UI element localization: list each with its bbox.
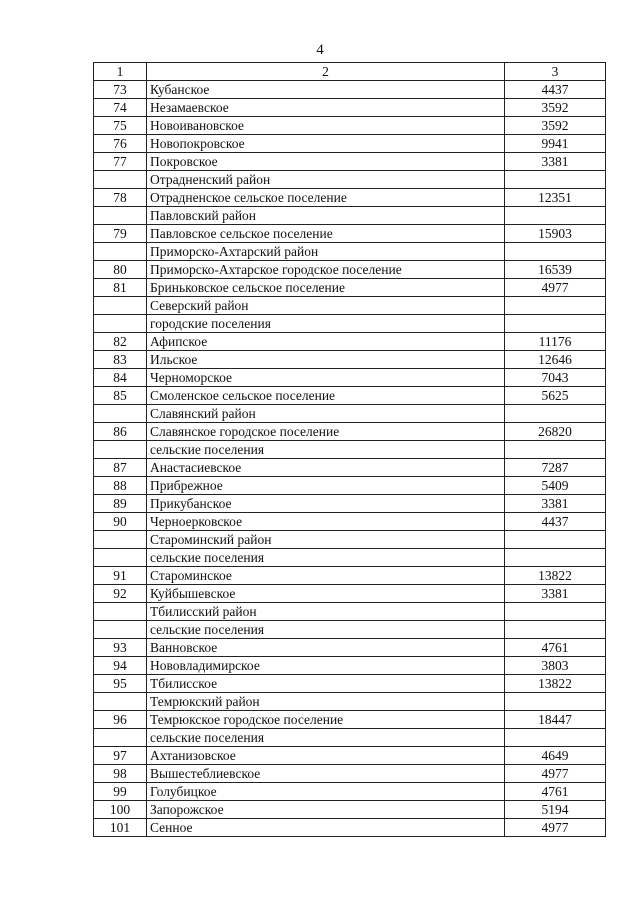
row-value-cell: 4761	[505, 783, 606, 801]
row-value-cell: 4437	[505, 81, 606, 99]
row-number-cell: 77	[94, 153, 147, 171]
row-name-cell: Афипское	[147, 333, 505, 351]
row-value-cell: 12351	[505, 189, 606, 207]
row-number-cell: 98	[94, 765, 147, 783]
row-name-cell: Ванновское	[147, 639, 505, 657]
row-value-cell	[505, 441, 606, 459]
row-value-cell: 3592	[505, 99, 606, 117]
row-value-cell: 3381	[505, 495, 606, 513]
row-value-cell	[505, 621, 606, 639]
row-number-cell: 75	[94, 117, 147, 135]
row-number-cell: 99	[94, 783, 147, 801]
table-row	[94, 657, 606, 675]
row-value-cell	[505, 693, 606, 711]
row-number-cell	[94, 441, 147, 459]
table-row	[94, 351, 606, 369]
row-number-cell: 81	[94, 279, 147, 297]
table-row	[94, 153, 606, 171]
table-row	[94, 729, 606, 747]
row-number-cell: 95	[94, 675, 147, 693]
row-value-cell: 16539	[505, 261, 606, 279]
row-name-cell: Новоивановское	[147, 117, 505, 135]
table-row	[94, 477, 606, 495]
table-row	[94, 261, 606, 279]
table-row	[94, 801, 606, 819]
row-number-cell: 90	[94, 513, 147, 531]
row-number-cell: 87	[94, 459, 147, 477]
row-name-cell: сельские поселения	[147, 441, 505, 459]
row-number-cell	[94, 315, 147, 333]
row-number-cell: 74	[94, 99, 147, 117]
row-name-cell: сельские поселения	[147, 549, 505, 567]
row-value-cell: 13822	[505, 675, 606, 693]
row-name-cell: Новопокровское	[147, 135, 505, 153]
row-name-cell: Черноерковское	[147, 513, 505, 531]
row-name-cell: Тбилисское	[147, 675, 505, 693]
row-name-cell: Ахтанизовское	[147, 747, 505, 765]
row-value-cell	[505, 729, 606, 747]
row-number-cell: 89	[94, 495, 147, 513]
table-row	[94, 567, 606, 585]
row-value-cell	[505, 171, 606, 189]
row-value-cell: 26820	[505, 423, 606, 441]
row-name-cell: Прибрежное	[147, 477, 505, 495]
table-row	[94, 225, 606, 243]
table-row	[94, 297, 606, 315]
row-number-cell: 88	[94, 477, 147, 495]
table-row	[94, 513, 606, 531]
table-row	[94, 639, 606, 657]
table-row	[94, 369, 606, 387]
row-number-cell: 73	[94, 81, 147, 99]
row-value-cell: 18447	[505, 711, 606, 729]
row-number-cell	[94, 549, 147, 567]
row-number-cell	[94, 405, 147, 423]
row-value-cell	[505, 297, 606, 315]
row-number-cell: 100	[94, 801, 147, 819]
row-name-cell: Павловское сельское поселение	[147, 225, 505, 243]
table-row	[94, 765, 606, 783]
row-name-cell: Черноморское	[147, 369, 505, 387]
row-value-cell: 3803	[505, 657, 606, 675]
table-row	[94, 459, 606, 477]
row-value-cell: 12646	[505, 351, 606, 369]
row-number-cell: 101	[94, 819, 147, 837]
column-header-name: 2	[147, 63, 505, 81]
row-value-cell: 4977	[505, 279, 606, 297]
row-name-cell: сельские поселения	[147, 729, 505, 747]
row-number-cell	[94, 621, 147, 639]
row-value-cell	[505, 549, 606, 567]
table-row	[94, 243, 606, 261]
table-row	[94, 495, 606, 513]
column-header-value: 3	[505, 63, 606, 81]
row-number-cell	[94, 693, 147, 711]
page-number: 4	[316, 42, 324, 58]
row-number-cell: 84	[94, 369, 147, 387]
table-row	[94, 135, 606, 153]
row-value-cell: 5625	[505, 387, 606, 405]
row-value-cell: 4977	[505, 819, 606, 837]
row-number-cell: 82	[94, 333, 147, 351]
row-name-cell: Незамаевское	[147, 99, 505, 117]
table-row	[94, 189, 606, 207]
table-row	[94, 819, 606, 837]
row-number-cell	[94, 603, 147, 621]
row-value-cell	[505, 531, 606, 549]
row-name-cell: Бриньковское сельское поселение	[147, 279, 505, 297]
row-name-cell: городские поселения	[147, 315, 505, 333]
table-row	[94, 531, 606, 549]
row-value-cell: 4437	[505, 513, 606, 531]
table-row	[94, 693, 606, 711]
row-value-cell: 3592	[505, 117, 606, 135]
row-name-cell: Отрадненский район	[147, 171, 505, 189]
row-value-cell	[505, 405, 606, 423]
row-value-cell: 13822	[505, 567, 606, 585]
table-row	[94, 81, 606, 99]
row-name-cell: Темрюкский район	[147, 693, 505, 711]
row-name-cell: Кубанское	[147, 81, 505, 99]
table-row	[94, 117, 606, 135]
row-value-cell: 7043	[505, 369, 606, 387]
row-value-cell: 7287	[505, 459, 606, 477]
row-number-cell: 86	[94, 423, 147, 441]
row-value-cell	[505, 603, 606, 621]
row-number-cell: 79	[94, 225, 147, 243]
row-name-cell: сельские поселения	[147, 621, 505, 639]
table-row	[94, 603, 606, 621]
row-number-cell	[94, 243, 147, 261]
table-row	[94, 441, 606, 459]
row-number-cell: 76	[94, 135, 147, 153]
table-row	[94, 315, 606, 333]
row-name-cell: Павловский район	[147, 207, 505, 225]
row-number-cell: 97	[94, 747, 147, 765]
row-name-cell: Отрадненское сельское поселение	[147, 189, 505, 207]
row-name-cell: Нововладимирское	[147, 657, 505, 675]
row-number-cell: 94	[94, 657, 147, 675]
row-name-cell: Вышестеблиевское	[147, 765, 505, 783]
table-row	[94, 171, 606, 189]
row-number-cell	[94, 531, 147, 549]
row-value-cell: 3381	[505, 585, 606, 603]
table-row	[94, 621, 606, 639]
row-value-cell: 9941	[505, 135, 606, 153]
row-number-cell: 91	[94, 567, 147, 585]
row-number-cell	[94, 171, 147, 189]
row-name-cell: Запорожское	[147, 801, 505, 819]
row-number-cell: 93	[94, 639, 147, 657]
row-name-cell: Куйбышевское	[147, 585, 505, 603]
row-name-cell: Северский район	[147, 297, 505, 315]
row-value-cell: 11176	[505, 333, 606, 351]
table-row	[94, 405, 606, 423]
settlements-table	[93, 62, 606, 837]
table-row	[94, 99, 606, 117]
row-value-cell: 3381	[505, 153, 606, 171]
table-row	[94, 387, 606, 405]
row-number-cell: 78	[94, 189, 147, 207]
row-value-cell: 5194	[505, 801, 606, 819]
row-name-cell: Анастасиевское	[147, 459, 505, 477]
table-header-row	[94, 63, 606, 81]
row-name-cell: Славянский район	[147, 405, 505, 423]
row-name-cell: Темрюкское городское поселение	[147, 711, 505, 729]
row-value-cell: 4649	[505, 747, 606, 765]
row-number-cell: 83	[94, 351, 147, 369]
row-value-cell: 15903	[505, 225, 606, 243]
table-row	[94, 549, 606, 567]
row-value-cell	[505, 243, 606, 261]
row-name-cell: Покровское	[147, 153, 505, 171]
row-name-cell: Голубицкое	[147, 783, 505, 801]
row-number-cell	[94, 207, 147, 225]
row-name-cell: Славянское городское поселение	[147, 423, 505, 441]
table-row	[94, 279, 606, 297]
row-name-cell: Староминский район	[147, 531, 505, 549]
table-row	[94, 423, 606, 441]
table-body	[94, 81, 606, 837]
row-number-cell: 92	[94, 585, 147, 603]
table-row	[94, 585, 606, 603]
row-value-cell: 5409	[505, 477, 606, 495]
table-row	[94, 711, 606, 729]
row-number-cell: 85	[94, 387, 147, 405]
row-name-cell: Сенное	[147, 819, 505, 837]
row-number-cell	[94, 297, 147, 315]
table-row	[94, 783, 606, 801]
row-name-cell: Приморско-Ахтарское городское поселение	[147, 261, 505, 279]
table-row	[94, 747, 606, 765]
table-row	[94, 207, 606, 225]
row-number-cell: 96	[94, 711, 147, 729]
table-row	[94, 675, 606, 693]
row-value-cell: 4977	[505, 765, 606, 783]
row-number-cell	[94, 729, 147, 747]
row-name-cell: Приморско-Ахтарский район	[147, 243, 505, 261]
column-header-number: 1	[94, 63, 147, 81]
row-name-cell: Староминское	[147, 567, 505, 585]
row-value-cell	[505, 315, 606, 333]
table-row	[94, 333, 606, 351]
row-name-cell: Смоленское сельское поселение	[147, 387, 505, 405]
row-value-cell	[505, 207, 606, 225]
row-name-cell: Прикубанское	[147, 495, 505, 513]
row-number-cell: 80	[94, 261, 147, 279]
row-name-cell: Тбилисский район	[147, 603, 505, 621]
row-name-cell: Ильское	[147, 351, 505, 369]
row-value-cell: 4761	[505, 639, 606, 657]
